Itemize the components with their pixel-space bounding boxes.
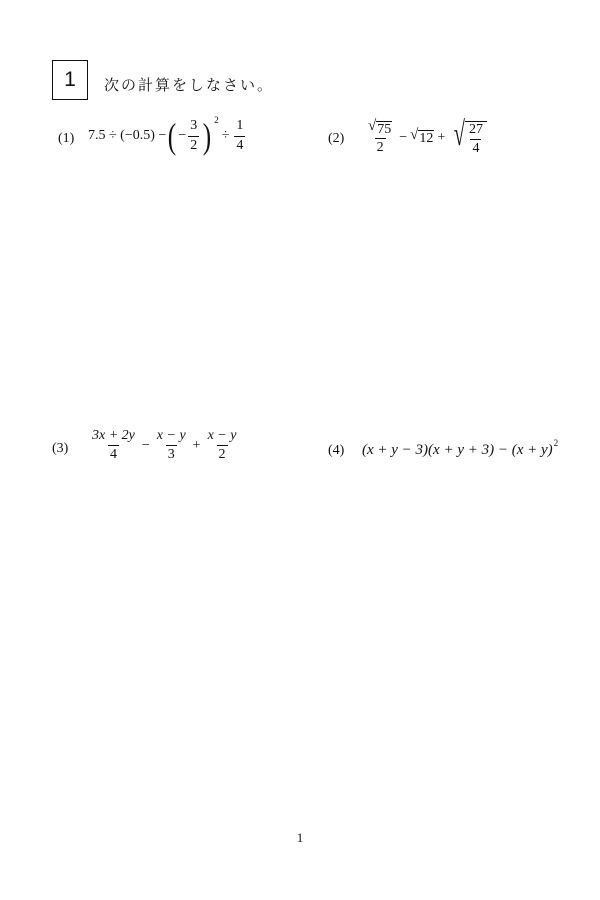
- radical-icon: √: [410, 127, 419, 144]
- p1-fraction-1: [188, 118, 199, 153]
- p2-f1-numerator: [366, 119, 394, 138]
- problem-3-expression: [88, 428, 240, 463]
- p3-f2-denominator: 3: [167, 447, 175, 463]
- p2-f2-numerator: 27: [468, 122, 483, 137]
- p1-close-paren: ): [203, 116, 212, 156]
- question-instruction: 次の計算をしなさい。: [104, 76, 275, 94]
- problem-1-expression: [88, 115, 247, 156]
- problem-1-label: (1): [58, 131, 75, 146]
- p2-sqrt-fraction: [450, 118, 487, 157]
- p2-minus: −: [399, 129, 408, 145]
- p3-fraction-2: [155, 428, 188, 463]
- p1-part-a: 7.5 ÷ (−0.5) −: [88, 128, 167, 143]
- radical-icon: √: [454, 116, 466, 153]
- p2-fraction-2: [467, 122, 485, 157]
- problem-2-expression: [364, 118, 487, 157]
- p3-plus: +: [192, 437, 201, 453]
- p2-f2-denominator: 4: [472, 141, 480, 157]
- page-number: 1: [296, 830, 304, 845]
- p3-f1-numerator: 3x + 2y: [92, 428, 135, 443]
- p3-f3-denominator: 2: [218, 447, 226, 463]
- p1-open-paren: (: [168, 116, 177, 156]
- p1-f2-numerator: 1: [236, 118, 244, 134]
- p3-minus: −: [141, 437, 150, 453]
- p1-exponent: 2: [214, 115, 219, 125]
- p2-fraction-1: [366, 119, 394, 156]
- p3-f1-denominator: 4: [109, 447, 117, 463]
- p1-minus: −: [178, 128, 187, 143]
- p2-sqrt-75: √ 75: [368, 117, 392, 137]
- p1-divide: ÷: [221, 128, 230, 143]
- problem-4-label: (4): [328, 443, 345, 458]
- p4-exponent: 2: [553, 437, 559, 448]
- p3-f2-numerator: x − y: [156, 428, 186, 443]
- p1-f1-numerator: 3: [190, 118, 198, 134]
- problem-4-expression: [362, 437, 559, 459]
- p4-expr: (x + y − 3)(x + y + 3) − (x + y): [362, 442, 553, 458]
- p2-sqrt-12: √ 12: [410, 127, 434, 147]
- question-number-box: [52, 60, 88, 100]
- p1-fraction-2: [234, 118, 245, 153]
- problem-3-label: (3): [52, 441, 69, 456]
- p2-f1-denominator: 2: [376, 140, 384, 156]
- p2-plus: +: [437, 129, 446, 145]
- p1-f2-denominator: 4: [236, 137, 244, 153]
- p3-fraction-1: [90, 428, 137, 463]
- question-number: 1: [64, 68, 76, 91]
- p1-f1-denominator: 2: [190, 137, 198, 153]
- problem-2-label: (2): [328, 131, 345, 146]
- p3-f3-numerator: x − y: [207, 428, 237, 443]
- radical-icon: √: [368, 117, 377, 134]
- p3-fraction-3: [206, 428, 239, 463]
